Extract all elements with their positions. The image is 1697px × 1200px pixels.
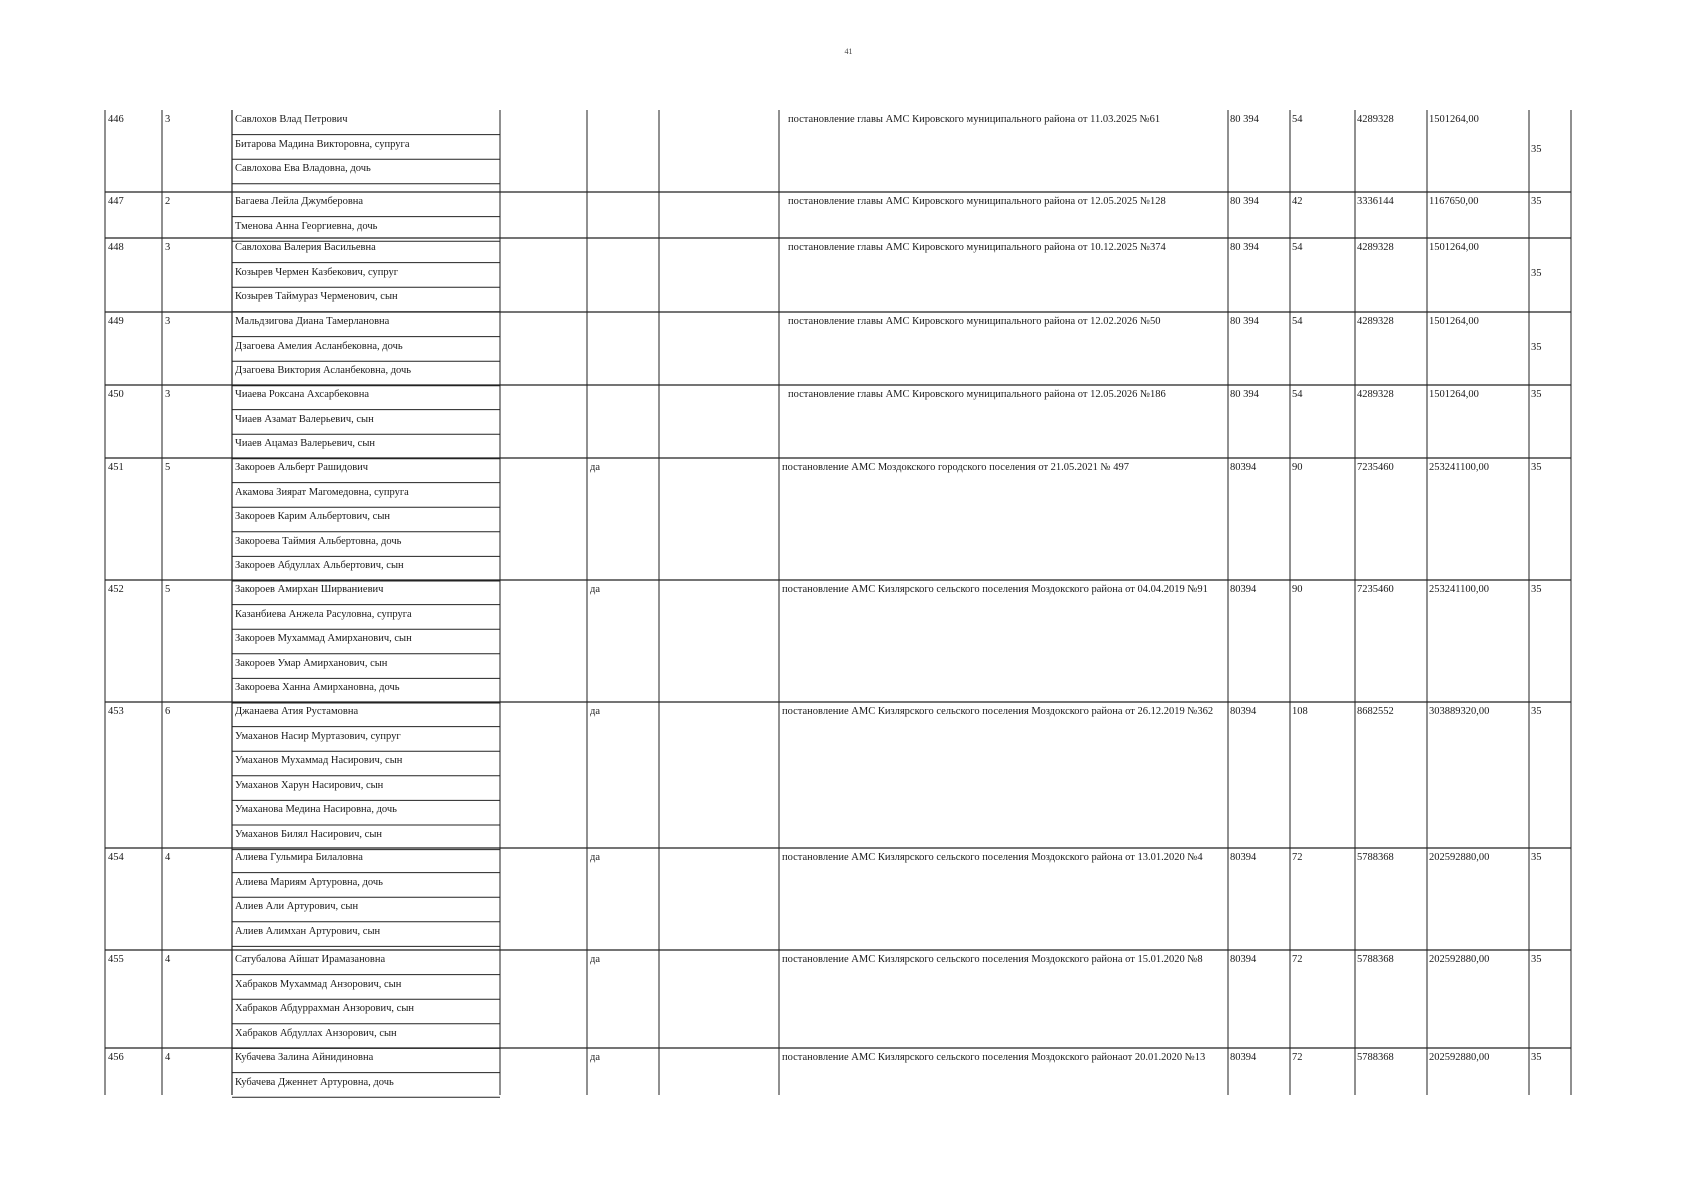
record-number: 454 xyxy=(108,852,124,863)
amount-value: 1167650,00 xyxy=(1429,196,1479,207)
decision-document: постановление АМС Моздокского городского поселения от 21.05.2021 № 497 xyxy=(782,462,1129,473)
family-member: Закороев Умар Амирханович, сын xyxy=(235,657,388,669)
family-size: 3 xyxy=(165,242,171,253)
code-value: 80 394 xyxy=(1230,114,1259,125)
amount-value: 1501264,00 xyxy=(1429,389,1479,400)
family-size: 3 xyxy=(165,316,171,327)
sum-value: 4289328 xyxy=(1357,242,1394,253)
sum-value: 7235460 xyxy=(1357,462,1394,473)
family-member: Дзагоева Амелия Асланбековна, дочь xyxy=(235,340,403,352)
code-value: 80394 xyxy=(1230,462,1257,473)
family-size: 3 xyxy=(165,389,171,400)
family-size: 5 xyxy=(165,462,171,473)
sum-value: 3336144 xyxy=(1357,196,1394,207)
family-member: Акамова Зиярат Магомедовна, супруга xyxy=(235,486,409,498)
decision-document: постановление АМС Кизлярского сельского поселения Моздокского района от 04.04.2019 №91 xyxy=(782,584,1208,595)
family-member: Хабраков Абдуррахман Анзорович, сын xyxy=(235,1003,414,1015)
sum-value: 4289328 xyxy=(1357,316,1394,327)
record-number: 456 xyxy=(108,1052,124,1063)
area-value: 72 xyxy=(1292,852,1303,863)
family-member: Умаханов Мухаммад Насирович, сын xyxy=(235,755,403,767)
decision-document: постановление главы АМС Кировского муниципального района от 12.02.2026 №50 xyxy=(788,316,1161,327)
sum-value: 4289328 xyxy=(1357,114,1394,125)
family-size: 4 xyxy=(165,1052,171,1063)
area-value: 54 xyxy=(1292,316,1303,327)
family-member: Алиева Мариям Артуровна, дочь xyxy=(235,876,383,888)
family-member: Закороев Карим Альбертович, сын xyxy=(235,511,391,523)
code-value: 80394 xyxy=(1230,954,1257,965)
code-value: 80 394 xyxy=(1230,242,1259,253)
last-column-value: 35 xyxy=(1531,389,1542,400)
code-value: 80 394 xyxy=(1230,316,1259,327)
area-value: 54 xyxy=(1292,389,1303,400)
amount-value: 1501264,00 xyxy=(1429,242,1479,253)
record-number: 453 xyxy=(108,706,124,717)
code-value: 80 394 xyxy=(1230,389,1259,400)
decision-document: постановление АМС Кизлярского сельского поселения Моздокского районаот 20.01.2020 №13 xyxy=(782,1052,1206,1063)
family-member: Хабраков Мухаммад Анзорович, сын xyxy=(235,978,402,990)
sum-value: 5788368 xyxy=(1357,852,1394,863)
family-member: Сатубалова Айшат Ирамазановна xyxy=(235,954,386,965)
amount-value: 253241100,00 xyxy=(1429,584,1489,595)
area-value: 54 xyxy=(1292,242,1303,253)
area-value: 72 xyxy=(1292,954,1303,965)
family-member: Джанаева Атия Рустамовна xyxy=(235,706,359,717)
sum-value: 8682552 xyxy=(1357,706,1394,717)
code-value: 80 394 xyxy=(1230,196,1259,207)
decision-document: постановление главы АМС Кировского муниципального района от 12.05.2025 №128 xyxy=(788,196,1166,207)
sum-value: 7235460 xyxy=(1357,584,1394,595)
family-member: Кубачева Дженнет Артуровна, дочь xyxy=(235,1076,394,1088)
family-member: Дзагоева Виктория Асланбековна, дочь xyxy=(235,365,412,377)
record-number: 449 xyxy=(108,316,124,327)
family-size: 3 xyxy=(165,114,171,125)
family-member: Чиаев Азамат Валерьевич, сын xyxy=(235,413,374,425)
family-member: Закороев Амирхан Ширваниевич xyxy=(235,584,384,595)
family-member: Савлохова Ева Владовна, дочь xyxy=(235,163,371,175)
flag-yes: да xyxy=(590,1052,601,1063)
last-column-value: 35 xyxy=(1531,144,1542,155)
sum-value: 4289328 xyxy=(1357,389,1394,400)
flag-yes: да xyxy=(590,852,601,863)
area-value: 90 xyxy=(1292,584,1303,595)
family-size: 4 xyxy=(165,852,171,863)
record-number: 448 xyxy=(108,242,124,253)
last-column-value: 35 xyxy=(1531,954,1542,965)
family-member: Чиаев Ацамаз Валерьевич, сын xyxy=(235,438,376,450)
decision-document: постановление АМС Кизлярского сельского поселения Моздокского района от 26.12.2019 №362 xyxy=(782,706,1214,717)
family-member: Закороева Ханна Амирхановна, дочь xyxy=(235,682,400,694)
code-value: 80394 xyxy=(1230,706,1257,717)
family-member: Умаханов Билял Насирович, сын xyxy=(235,829,383,840)
amount-value: 1501264,00 xyxy=(1429,114,1479,125)
family-size: 6 xyxy=(165,706,171,717)
decision-document: постановление АМС Кизлярского сельского поселения Моздокского района от 13.01.2020 №4 xyxy=(782,852,1203,863)
family-member: Алиев Али Артурович, сын xyxy=(235,901,359,913)
last-column-value: 35 xyxy=(1531,706,1542,717)
last-column-value: 35 xyxy=(1531,462,1542,473)
record-number: 446 xyxy=(108,114,124,125)
last-column-value: 35 xyxy=(1531,1052,1542,1063)
decision-document: постановление главы АМС Кировского муниципального района от 12.05.2026 №186 xyxy=(788,389,1166,400)
record-number: 450 xyxy=(108,389,124,400)
decision-document: постановление главы АМС Кировского муниципального района от 11.03.2025 №61 xyxy=(788,114,1161,125)
last-column-value: 35 xyxy=(1531,268,1542,279)
family-member: Чиаева Роксана Ахсарбековна xyxy=(235,389,370,400)
code-value: 80394 xyxy=(1230,584,1257,595)
amount-value: 202592880,00 xyxy=(1429,954,1490,965)
amount-value: 202592880,00 xyxy=(1429,1052,1490,1063)
last-column-value: 35 xyxy=(1531,341,1542,353)
amount-value: 303889320,00 xyxy=(1429,706,1490,717)
family-member: Кубачева Залина Айнидиновна xyxy=(235,1052,374,1063)
flag-yes: да xyxy=(590,584,601,595)
family-member: Козырев Таймураз Черменович, сын xyxy=(235,291,398,303)
record-number: 451 xyxy=(108,462,124,473)
last-column-value: 35 xyxy=(1531,584,1542,595)
decision-document: постановление АМС Кизлярского сельского поселения Моздокского района от 15.01.2020 №8 xyxy=(782,954,1203,965)
area-value: 108 xyxy=(1292,706,1308,717)
last-column-value: 35 xyxy=(1531,196,1542,207)
family-member: Закороев Абдуллах Альбертович, сын xyxy=(235,560,404,572)
area-value: 54 xyxy=(1292,114,1303,125)
amount-value: 1501264,00 xyxy=(1429,316,1479,327)
code-value: 80394 xyxy=(1230,852,1257,863)
sum-value: 5788368 xyxy=(1357,1052,1394,1063)
code-value: 80394 xyxy=(1230,1052,1257,1063)
record-number: 455 xyxy=(108,954,124,965)
flag-yes: да xyxy=(590,954,601,965)
flag-yes: да xyxy=(590,706,601,717)
family-member: Савлохова Валерия Васильевна xyxy=(235,242,376,253)
family-member: Алиева Гульмира Билаловна xyxy=(235,852,363,863)
area-value: 42 xyxy=(1292,196,1303,207)
family-member: Умаханов Насир Муртазович, супруг xyxy=(235,730,401,742)
flag-yes: да xyxy=(590,462,601,473)
sum-value: 5788368 xyxy=(1357,954,1394,965)
page-number: 41 xyxy=(844,47,853,56)
family-member: Савлохов Влад Петрович xyxy=(235,114,348,125)
family-member: Тменова Анна Георгиевна, дочь xyxy=(235,220,378,232)
family-size: 4 xyxy=(165,954,171,965)
decision-document: постановление главы АМС Кировского муниципального района от 10.12.2025 №374 xyxy=(788,242,1166,253)
record-number: 447 xyxy=(108,196,124,207)
family-member: Хабраков Абдуллах Анзорович, сын xyxy=(235,1027,397,1039)
family-size: 5 xyxy=(165,584,171,595)
family-member: Умаханов Харун Насирович, сын xyxy=(235,779,384,791)
last-column-value: 35 xyxy=(1531,852,1542,863)
family-member: Багаева Лейла Джумберовна xyxy=(235,196,364,207)
amount-value: 202592880,00 xyxy=(1429,852,1490,863)
family-member: Умаханова Медина Насировна, дочь xyxy=(235,804,397,816)
family-member: Битарова Мадина Викторовна, супруга xyxy=(235,138,410,150)
family-member: Казанбиева Анжела Расуловна, супруга xyxy=(235,608,412,620)
family-member: Закороева Таймия Альбертовна, дочь xyxy=(235,535,402,547)
family-member: Мальдзигова Диана Тамерлановна xyxy=(235,316,390,327)
family-member: Закороев Мухаммад Амирханович, сын xyxy=(235,633,412,645)
amount-value: 253241100,00 xyxy=(1429,462,1489,473)
family-member: Алиев Алимхан Артурович, сын xyxy=(235,925,381,937)
family-member: Козырев Чермен Казбекович, супруг xyxy=(235,266,399,278)
family-size: 2 xyxy=(165,196,171,207)
area-value: 90 xyxy=(1292,462,1303,473)
family-member: Закороев Альберт Рашидович xyxy=(235,462,369,473)
area-value: 72 xyxy=(1292,1052,1303,1063)
record-number: 452 xyxy=(108,584,124,595)
